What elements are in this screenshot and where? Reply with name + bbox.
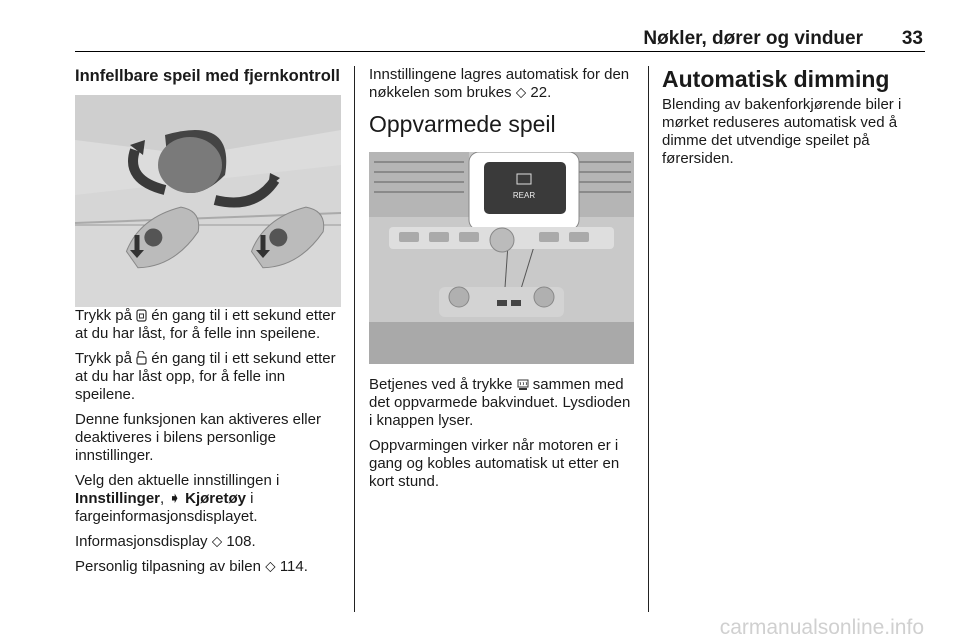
- triangle-arrow-icon: ➧: [168, 490, 181, 507]
- paragraph-unlock-fold: Trykk på én gang til i ett sekund etter at du har låst opp, for å felle inn speilene.: [75, 350, 336, 403]
- watermark: carmanualsonline.info: [719, 616, 924, 639]
- figure-folding-mirror: [75, 95, 341, 307]
- section-heading-heated-mirrors: Oppvarmede speil: [369, 111, 556, 137]
- rear-defrost-icon: [517, 379, 529, 391]
- paragraph-lock-fold: Trykk på én gang til i ett sekund etter at du har låst, for å felle inn speilene.: [75, 307, 336, 342]
- page-header: [75, 26, 925, 50]
- paragraph-personal-settings: Denne funksjonen kan aktiveres eller deaktiveres i bilens personlige innstillinger.: [75, 411, 321, 464]
- header-rule: [75, 51, 925, 52]
- column-3: [662, 66, 927, 175]
- unlock-key-icon: [136, 351, 147, 365]
- paragraph-ref-personalization: Personlig tilpasning av bilen ⬦ 114.: [75, 558, 308, 575]
- paragraph-heating-auto-off: Oppvarmingen virker når motoren er i gang og kobles automatisk ut etter en kort stund.: [369, 437, 620, 490]
- page-ref-icon: ⬦: [515, 84, 527, 101]
- figure-heated-mirror-button: [369, 152, 634, 364]
- lock-key-icon: [136, 309, 147, 322]
- page-ref-icon: ⬦: [265, 558, 276, 575]
- paragraph-operate-heated: Betjenes ved å trykke sammen med det oppvarmede bakvinduet. Lysdioden i knappen lyser.: [369, 376, 631, 429]
- mirror-key-illustration: [75, 95, 341, 307]
- column-divider-2: [648, 66, 649, 612]
- section-heading-folding-mirrors: Innfellbare speil med fjernkontroll: [75, 67, 340, 85]
- page-ref-icon: ⬦: [211, 533, 223, 550]
- column-1: [75, 66, 341, 583]
- page-number: 33: [901, 28, 923, 49]
- chapter-title: Nøkler, dører og vinduer: [643, 28, 863, 49]
- column-2: [369, 66, 634, 498]
- paragraph-ref-info-display: Informasjonsdisplay ⬦ 108.: [75, 533, 256, 550]
- paragraph-auto-dimming: Blending av bakenforkjørende biler i mørket reduseres automatisk ved å dimme det utvendige speilet på førersiden.: [662, 96, 902, 167]
- dashboard-illustration: [369, 152, 634, 364]
- rear-label: REAR: [512, 191, 536, 200]
- column-divider-1: [354, 66, 355, 612]
- section-heading-auto-dimming: Automatisk dimming: [662, 66, 890, 92]
- paragraph-settings-saved: Innstillingene lagres automatisk for den nøkkelen som brukes ⬦ 22.: [369, 66, 630, 101]
- paragraph-select-setting: Velg den aktuelle innstillingen i Innstillinger, ➧ Kjøretøy i fargeinformasjonsdisplayet.: [75, 472, 280, 525]
